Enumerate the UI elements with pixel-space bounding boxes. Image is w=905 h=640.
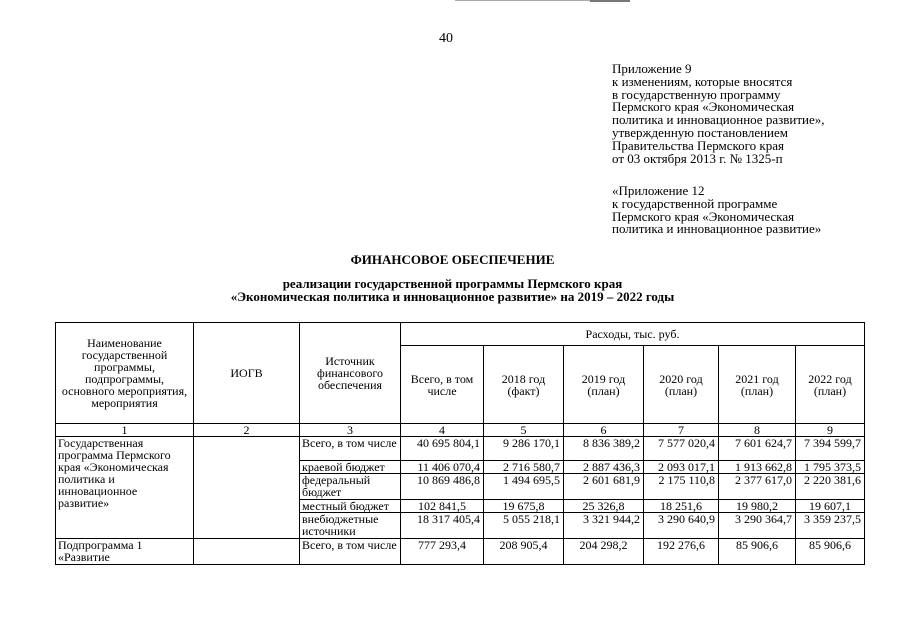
document-subtitle: реализации государственной программы Пермского края xyxy=(282,276,623,291)
source-cell: федеральный бюджет xyxy=(300,474,401,500)
document-title: ФИНАНСОВОЕ ОБЕСПЕЧЕНИЕ xyxy=(350,252,555,267)
column-number: 8 xyxy=(719,424,796,437)
header-iogv: ИОГВ xyxy=(194,323,300,424)
value-2018: 1 494 695,5 xyxy=(484,474,564,500)
header-2021: 2021 год (план) xyxy=(719,346,796,424)
value-2019: 2 887 436,3 xyxy=(564,461,644,474)
source-cell: внебюджетные источники xyxy=(300,513,401,539)
header-2022: 2022 год (план) xyxy=(796,346,865,424)
appendix-line: «Приложение 12 xyxy=(612,183,705,198)
appendix-line: политика и инновационное развитие» xyxy=(612,221,822,237)
column-number: 1 xyxy=(56,424,194,437)
value-2022: 7 394 599,7 xyxy=(796,437,865,461)
appendix-line: в государственную программу xyxy=(612,86,781,102)
value-2020: 192 276,6 xyxy=(644,539,719,565)
column-number: 5 xyxy=(484,424,564,437)
program-name: Государственная программа Пермского края «Экономическая политика и инновационное развитие» xyxy=(56,437,194,539)
value-total: 777 293,4 xyxy=(401,539,484,565)
subprogram-name: Подпрограмма 1 «Развитие xyxy=(56,539,194,565)
value-2021: 19 980,2 xyxy=(719,500,796,513)
value-2018: 5 055 218,1 xyxy=(484,513,564,539)
value-2021: 3 290 364,7 xyxy=(719,513,796,539)
financing-table xyxy=(55,322,865,565)
source-cell: краевой бюджет xyxy=(300,461,401,474)
value-total: 11 406 070,4 xyxy=(401,461,484,474)
source-cell: местный бюджет xyxy=(300,500,401,513)
column-number: 2 xyxy=(194,424,300,437)
value-2018: 9 286 170,1 xyxy=(484,437,564,461)
value-2022: 3 359 237,5 xyxy=(796,513,865,539)
appendix-line: Правительства Пермского края xyxy=(612,137,784,153)
value-2021: 85 906,6 xyxy=(719,539,796,565)
value-2020: 2 175 110,8 xyxy=(644,474,719,500)
source-cell: Всего, в том числе xyxy=(300,539,401,565)
appendix-line: Приложение 9 xyxy=(612,61,692,76)
value-2022: 19 607,1 xyxy=(796,500,865,513)
column-number: 3 xyxy=(300,424,401,437)
appendix-12-block xyxy=(612,185,821,236)
value-2022: 2 220 381,6 xyxy=(796,474,865,500)
header-2019: 2019 год (план) xyxy=(564,346,644,424)
appendix-9-block xyxy=(612,63,825,165)
appendix-line: к государственной программе xyxy=(612,195,778,211)
value-2020: 2 093 017,1 xyxy=(644,461,719,474)
header-2020: 2020 год (план) xyxy=(644,346,719,424)
header-expenses: Расходы, тыс. руб. xyxy=(401,323,865,346)
value-2022: 1 795 373,5 xyxy=(796,461,865,474)
value-2021: 1 913 662,8 xyxy=(719,461,796,474)
program-iogv xyxy=(194,437,300,539)
value-2021: 7 601 624,7 xyxy=(719,437,796,461)
value-2018: 2 716 580,7 xyxy=(484,461,564,474)
column-number: 6 xyxy=(564,424,644,437)
column-number: 4 xyxy=(401,424,484,437)
document-subtitle: «Экономическая политика и инновационное развитие» на 2019 – 2022 годы xyxy=(230,289,675,304)
value-2019: 25 326,8 xyxy=(564,500,644,513)
table-row xyxy=(56,437,865,461)
value-total: 102 841,5 xyxy=(401,500,484,513)
value-2019: 2 601 681,9 xyxy=(564,474,644,500)
column-number-row xyxy=(56,424,865,437)
value-2020: 7 577 020,4 xyxy=(644,437,719,461)
value-2018: 19 675,8 xyxy=(484,500,564,513)
appendix-line: Пермского края «Экономическая xyxy=(612,208,795,224)
value-2019: 204 298,2 xyxy=(564,539,644,565)
column-number: 7 xyxy=(644,424,719,437)
value-2020: 3 290 640,9 xyxy=(644,513,719,539)
column-number: 9 xyxy=(796,424,865,437)
appendix-line: утвержденную постановлением xyxy=(612,124,789,140)
value-2019: 3 321 944,2 xyxy=(564,513,644,539)
header-2018: 2018 год (факт) xyxy=(484,346,564,424)
value-2020: 18 251,6 xyxy=(644,500,719,513)
header-source: Источник финансового обеспечения xyxy=(300,323,401,424)
appendix-line: к изменениям, которые вносятся xyxy=(612,73,793,89)
value-2022: 85 906,6 xyxy=(796,539,865,565)
appendix-line: политика и инновационное развитие», xyxy=(612,112,825,128)
table-row xyxy=(56,539,865,565)
value-2021: 2 377 617,0 xyxy=(719,474,796,500)
scan-artifact xyxy=(590,0,630,2)
appendix-line: от 03 октября 2013 г. № 1325-п xyxy=(612,150,783,166)
header-total: Всего, в том числе xyxy=(401,346,484,424)
page-number: 40 xyxy=(439,31,453,46)
value-2019: 8 836 389,2 xyxy=(564,437,644,461)
appendix-line: Пермского края «Экономическая xyxy=(612,99,795,115)
value-total: 10 869 486,8 xyxy=(401,474,484,500)
subprogram-iogv xyxy=(194,539,300,565)
value-total: 18 317 405,4 xyxy=(401,513,484,539)
value-2018: 208 905,4 xyxy=(484,539,564,565)
value-total: 40 695 804,1 xyxy=(401,437,484,461)
header-name: Наименование государственной программы, подпрограммы, основного мероприятия, мероприятия xyxy=(56,323,194,424)
source-cell: Всего, в том числе xyxy=(300,437,401,461)
